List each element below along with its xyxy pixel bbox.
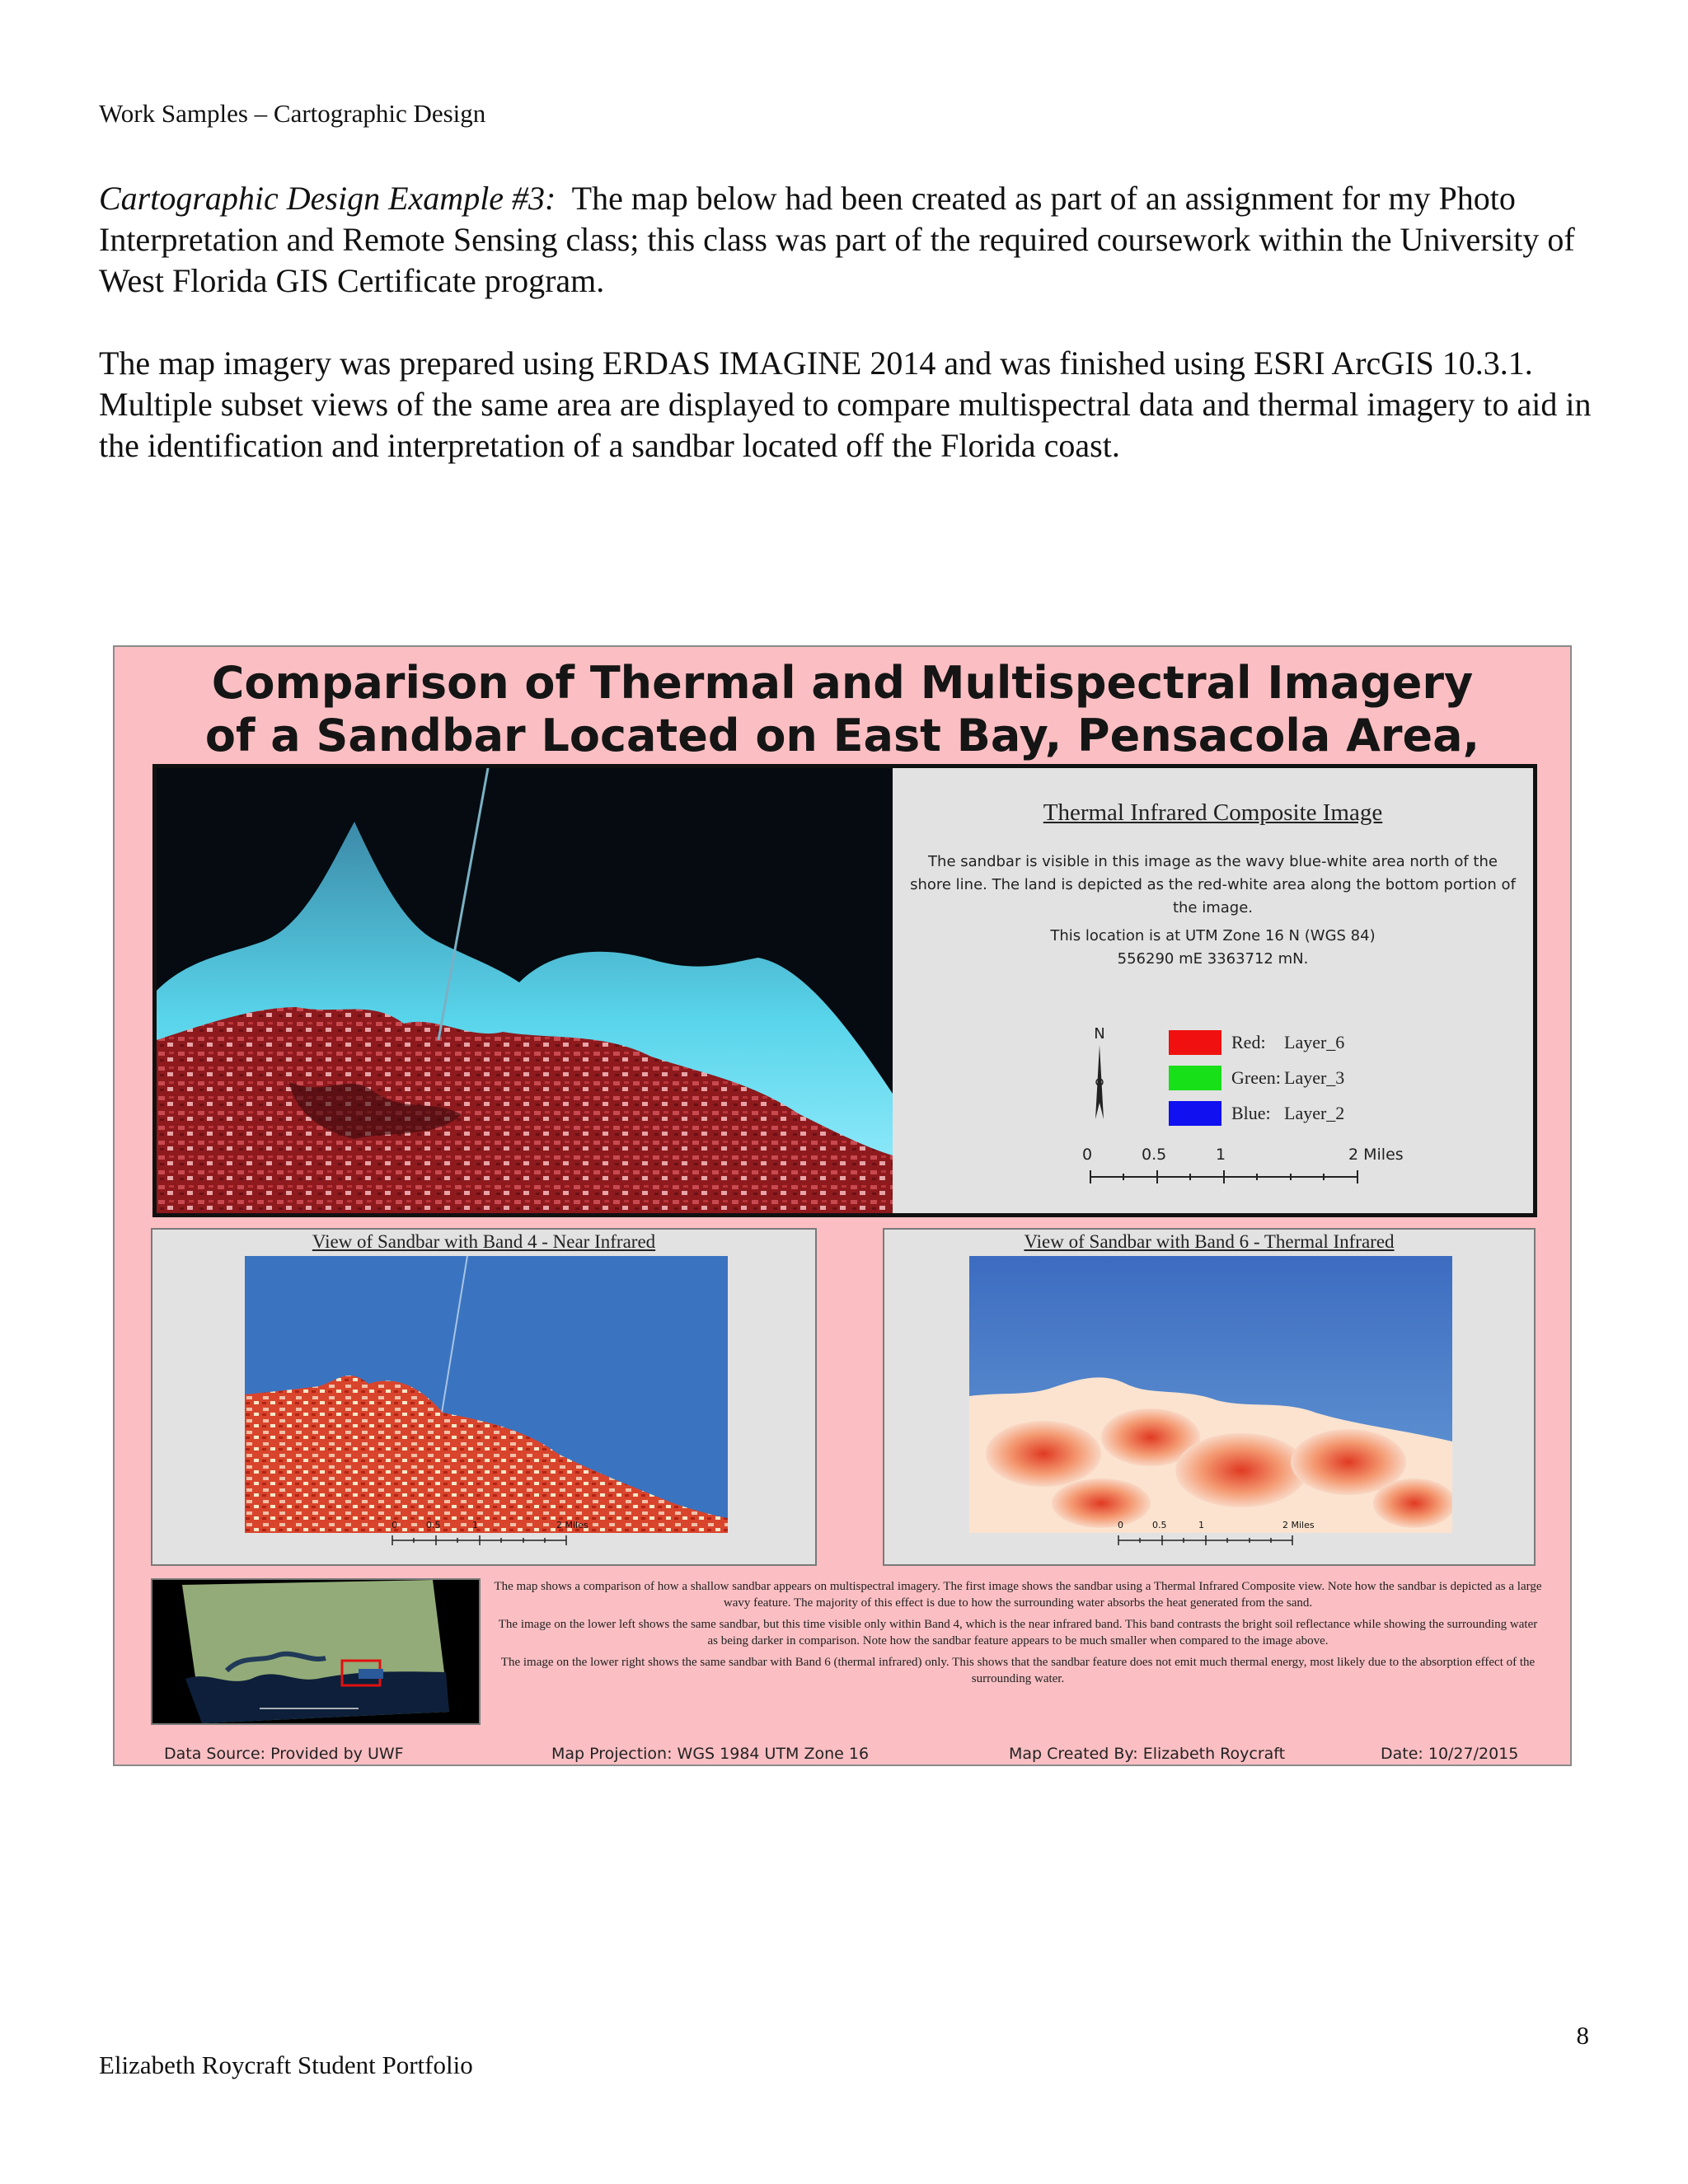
locator-inset-map <box>151 1578 481 1725</box>
description-paragraph: The image on the lower left shows the same sandbar, but this time visible only within Band 4, which is the near infrared band. This band contrasts the bright soil reflectance while showing the surrounding water as being darker in comparison. Note how the sandbar feature appears to be much smaller when compared to the image above. <box>498 1618 1538 1647</box>
north-arrow-icon <box>1087 1045 1112 1127</box>
scale-bar <box>1089 1169 1361 1185</box>
composite-description: The sandbar is visible in this image as the wavy blue-white area north of the shore line. The land is depicted as the red-white area along the bottom portion of the image. <box>910 853 1516 916</box>
map-title-line-2: of a Sandbar Located on East Bay, Pensacola Area, <box>204 710 1480 762</box>
composite-info <box>893 768 1533 1213</box>
scale-label: 0 <box>392 1520 397 1530</box>
scale-label: 0.5 <box>1142 1146 1167 1164</box>
scale-labels <box>1082 1146 1428 1165</box>
description-paragraph: The image on the lower right shows the same sandbar with Band 6 (thermal infrared) only. This shows that the sandbar feature does not emit much thermal energy, most likely due to the absorption effect of the surrounding water. <box>500 1656 1536 1685</box>
thermal-infrared-title: View of Sandbar with Band 6 - Thermal Infrared <box>1024 1231 1395 1252</box>
green-swatch <box>1169 1066 1221 1090</box>
map-creator: Map Created By: Elizabeth Roycraft <box>1009 1745 1286 1763</box>
legend-label: Green: <box>1231 1067 1281 1088</box>
near-infrared-scale-labels <box>392 1520 606 1533</box>
near-infrared-scale-bar <box>392 1535 568 1546</box>
location-info <box>909 925 1517 971</box>
composite-panel <box>152 764 1537 1217</box>
page-number: 8 <box>1576 2021 1589 2050</box>
method-paragraph: The map imagery was prepared using ERDAS IMAGINE 2014 and was finished using ESRI ArcGIS 10.3.1. Multiple subset views of the same area are displayed to compare multispectral data and thermal imagery to aid in the identification and interpretation of a sandbar located off the Florida coast. <box>99 344 1592 464</box>
composite-title: Thermal Infrared Composite Image <box>1043 799 1383 826</box>
legend-label: Red: <box>1231 1032 1266 1052</box>
scale-label: 2 Miles <box>1348 1146 1404 1164</box>
thermal-composite-image <box>157 768 893 1213</box>
near-infrared-image <box>245 1256 728 1533</box>
north-arrow <box>1087 1025 1112 1124</box>
description-paragraph: The map shows a comparison of how a shallow sandbar appears on multispectral imagery. The first image shows the sandbar using a Thermal Infrared Composite view. Note how the sandbar is depicted as a large wavy feature. The majority of this effect is due to how the surrounding water absorbs the heat generated from the sand. <box>494 1580 1542 1610</box>
page-header: Work Samples – Cartographic Design <box>99 99 486 128</box>
map-poster <box>113 645 1572 1766</box>
scale-label: 2 Miles <box>556 1520 588 1530</box>
thermal-infrared-panel <box>883 1228 1536 1566</box>
near-infrared-title: View of Sandbar with Band 4 - Near Infrared <box>312 1231 656 1252</box>
thermal-infrared-scale-labels <box>1118 1520 1332 1533</box>
map-projection: Map Projection: WGS 1984 UTM Zone 16 <box>551 1745 870 1763</box>
scale-label: 0.5 <box>426 1520 441 1530</box>
red-swatch <box>1169 1030 1221 1055</box>
scale-label: 0.5 <box>1152 1520 1167 1530</box>
page-footer: Elizabeth Roycraft Student Portfolio <box>99 2050 473 2079</box>
map-description <box>482 1578 1554 1725</box>
scale-label: 1 <box>472 1520 478 1530</box>
intro-paragraph <box>99 178 1599 302</box>
legend-layer: Layer_6 <box>1284 1032 1345 1052</box>
location-line-2: 556290 mE 3363712 mN. <box>1117 950 1309 968</box>
intro-text: The map below had been created as part of an assignment for my Photo Interpretation and Remote Sensing class; this class was part of the required coursework within the University of West Florida GIS Certificate program. <box>99 180 1575 299</box>
legend-layer: Layer_3 <box>1284 1067 1345 1088</box>
scale-label: 1 <box>1198 1520 1204 1530</box>
location-line-1: This location is at UTM Zone 16 N (WGS 84) <box>1050 927 1376 944</box>
near-infrared-panel <box>151 1228 817 1566</box>
scale-label: 0 <box>1082 1146 1093 1164</box>
scale-label: 1 <box>1216 1146 1226 1164</box>
north-label: N <box>1094 1025 1105 1043</box>
example-label: Cartographic Design Example #3: <box>99 180 556 217</box>
thermal-infrared-image <box>969 1256 1452 1533</box>
scale-label: 0 <box>1118 1520 1123 1530</box>
legend-layer: Layer_2 <box>1284 1103 1345 1123</box>
legend-label: Blue: <box>1231 1103 1271 1123</box>
data-source: Data Source: Provided by UWF <box>164 1745 404 1763</box>
map-title-line-1: Comparison of Thermal and Multispectral Imagery <box>211 657 1474 709</box>
scale-label: 2 Miles <box>1282 1520 1315 1530</box>
thermal-infrared-scale-bar <box>1118 1535 1294 1546</box>
locator-map-image <box>152 1580 479 1723</box>
map-date: Date: 10/27/2015 <box>1381 1745 1519 1763</box>
blue-swatch <box>1169 1101 1221 1126</box>
